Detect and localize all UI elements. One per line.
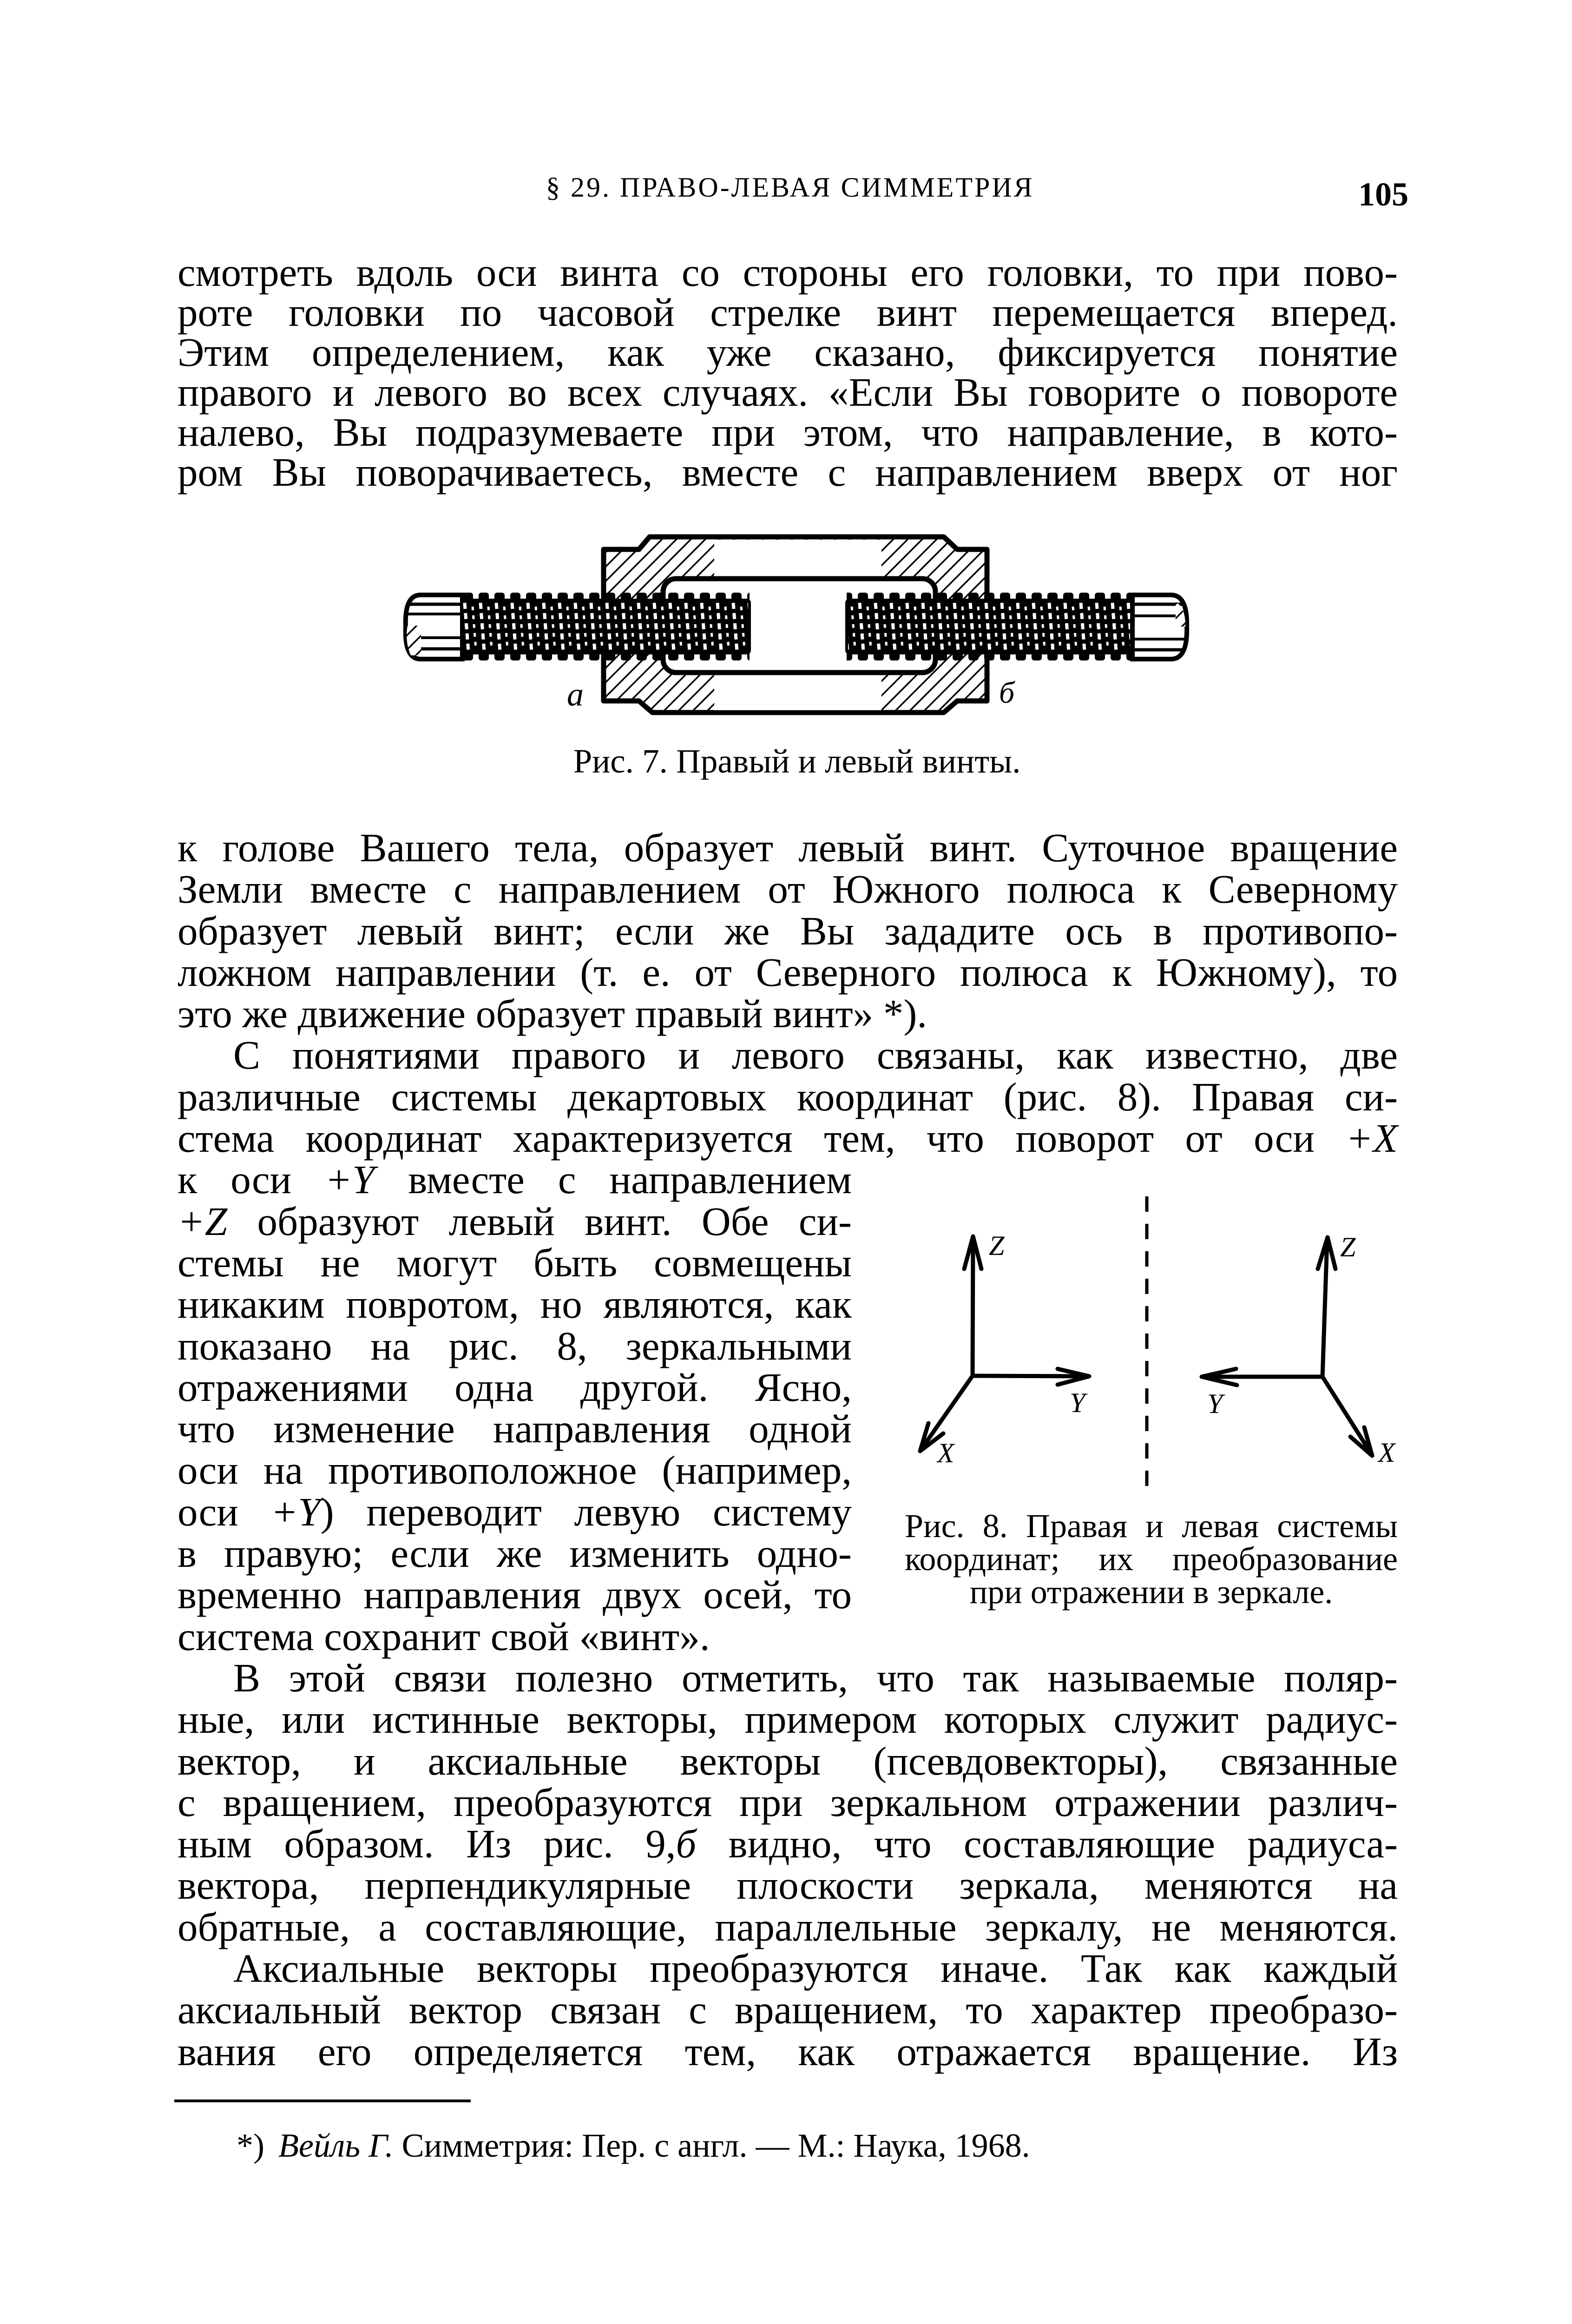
text-line: отражениями одна другой. Ясно, [178, 1364, 852, 1410]
text-line: в правую; если же изменить одно- [178, 1531, 852, 1576]
text-segment: вместе с направлением [375, 1157, 852, 1202]
math-variable: +Y [325, 1157, 375, 1202]
figure-7-screws [400, 530, 1199, 725]
left-y-label: Y [1070, 1387, 1085, 1418]
text-line: это же движение образует правый винт» *). [178, 991, 927, 1037]
text-line: Аксиальные векторы преобразуются иначе. Так как каждый [233, 1946, 1398, 1991]
text-segment: видно, что составляющие радиуса- [696, 1821, 1398, 1867]
figure-8-coordinate-systems [901, 1190, 1403, 1497]
text-line: что изменение направления одной [178, 1406, 852, 1452]
text-line: аксиальный вектор связан с вращением, то характер преобразо- [178, 1987, 1398, 2033]
text-line: ложном направлении (т. е. от Северного полюса к Южному), то [178, 949, 1398, 995]
footnote-rule [174, 2100, 471, 2102]
text-segment: к оси [178, 1157, 325, 1202]
text-line: показано на рис. 8, зеркальными [178, 1323, 852, 1368]
text-segment: оси [178, 1489, 271, 1534]
figure-7-label-b: б [999, 676, 1015, 710]
text-line: В этой связи полезно отметить, что так называемые поляр- [233, 1655, 1398, 1700]
footnote-marker: *) [237, 2127, 264, 2164]
text-segment: стема координат характеризуется тем, что поворот от оси [178, 1116, 1346, 1161]
figure-8-caption [905, 1507, 1398, 1611]
text-segment: ным образом. Из рис. 9, [178, 1821, 676, 1867]
footnote-reference: Симметрия: Пер. с англ. — М.: Наука, 1968. [393, 2127, 1030, 2164]
text-line: временно направления двух осей, то [178, 1572, 852, 1618]
text-line: обратные, а составляющие, параллельные зеркалу, не меняются. [178, 1904, 1398, 1949]
text-line: стемы не могут быть совмещены [178, 1240, 852, 1285]
figure-ref-letter: б [676, 1821, 697, 1867]
text-line: оси на противоположное (например, [178, 1447, 852, 1493]
text-line: никаким повротом, но являются, как [178, 1281, 852, 1327]
text-line [178, 1159, 852, 1200]
text-line: правого и левого во всех случаях. «Если Вы говорите о повороте [178, 370, 1398, 415]
math-variable: +X [1346, 1116, 1398, 1161]
text-line: Земли вместе с направлением от Южного полюса к Северному [178, 866, 1398, 912]
text-line: вектор, и аксиальные векторы (псевдовекторы), связанные [178, 1738, 1398, 1783]
text-line: образует левый винт; если же Вы зададите ось в противопо- [178, 908, 1398, 953]
left-screw [406, 593, 750, 660]
text-line: Этим определением, как уже сказано, фиксируется понятие [178, 330, 1398, 375]
page-number: 105 [1358, 176, 1408, 213]
text-line: с вращением, преобразуются при зеркальном отражении различ- [178, 1779, 1398, 1825]
left-z-label: Z [989, 1230, 1005, 1261]
figure-7-caption: Рис. 7. Правый и левый винты. [573, 742, 1021, 780]
text-line: роте головки по часовой стрелке винт перемещается вперед. [178, 290, 1398, 335]
text-line [178, 1117, 1398, 1159]
left-screw-thread-body [461, 600, 750, 653]
text-segment: образуют левый винт. Обе си- [227, 1198, 852, 1244]
text-segment: ) переводит левую систему [320, 1489, 852, 1534]
caption-line: Рис. 8. Правая и левая системы [905, 1507, 1398, 1545]
caption-line: координат; их преобразование [905, 1540, 1398, 1578]
text-line: смотреть вдоль оси винта со стороны его головки, то при пово- [178, 250, 1398, 295]
text-line: ром Вы поворачиваетесь, вместе с направлением вверх от ног [178, 449, 1398, 495]
right-x-axis [1322, 1377, 1371, 1453]
text-line: налево, Вы подразумеваете при этом, что направление, в кото- [178, 409, 1398, 455]
text-line: ные, или истинные векторы, примером которых служит радиус- [178, 1697, 1398, 1742]
text-line: система сохранит свой «винт». [178, 1613, 710, 1659]
running-header-title: § 29. ПРАВО-ЛЕВАЯ СИММЕТРИЯ [546, 172, 1034, 203]
right-z-label: Z [1340, 1232, 1356, 1262]
math-variable: +Y [270, 1489, 321, 1534]
text-line [178, 1491, 852, 1532]
right-screw-thread-body [847, 600, 1132, 653]
right-screw [847, 593, 1187, 660]
footnote [237, 2129, 1030, 2162]
right-x-label: X [1378, 1437, 1395, 1468]
text-line: к голове Вашего тела, образует левый винт. Суточное вращение [178, 825, 1398, 870]
text-line [178, 1198, 852, 1244]
math-variable: +Z [178, 1198, 228, 1244]
text-line: различные системы декартовых координат (рис. 8). Правая си- [178, 1074, 1398, 1119]
right-z-axis [1322, 1240, 1327, 1377]
text-line [178, 1821, 1398, 1867]
text-line: С понятиями правого и левого связаны, как известно, две [233, 1032, 1398, 1078]
text-line: вания его определяется тем, как отражается вращение. Из [178, 2028, 1398, 2074]
left-x-label: X [937, 1438, 954, 1468]
figure-7-label-a: а [567, 676, 584, 713]
right-y-label: Y [1207, 1388, 1223, 1419]
caption-line: при отражении в зеркале. [969, 1573, 1333, 1611]
nut-top-window [714, 540, 881, 580]
text-line: вектора, перпендикулярные плоскости зеркала, меняются на [178, 1862, 1398, 1908]
nut-bottom-window [714, 672, 881, 710]
paragraph-1 [178, 250, 1398, 495]
footnote-author: Вейль Г. [278, 2127, 394, 2164]
